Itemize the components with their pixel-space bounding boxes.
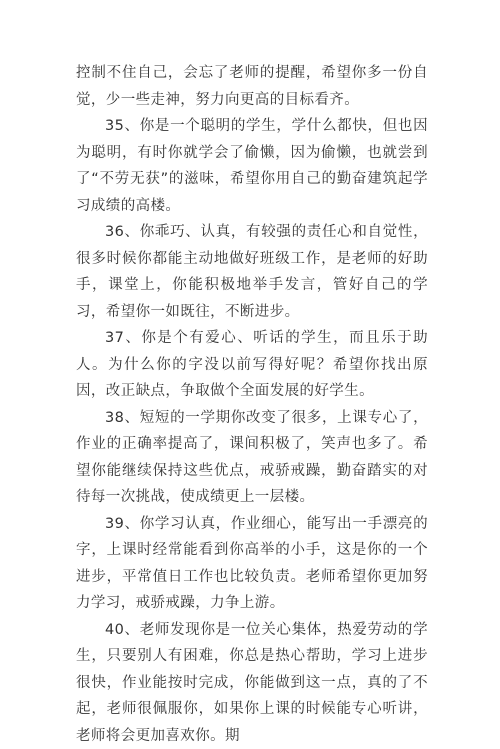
paragraph-comment-37: 37、你是个有爱心、听话的学生，而且乐于助人。为什么你的字没以前写得好呢？希望你找出原因，改正缺点，争取做个全面发展的好学生。 [76,325,428,405]
paragraph-comment-38: 38、短短的一学期你改变了很多，上课专心了，作业的正确率提高了，课间积极了，笑声也多了。希望你能继续保持这些优点，戒骄戒躁，勤奋踏实的对待每一次挑战，使成绩更上一层楼。 [76,405,428,511]
paragraph-comment-39: 39、你学习认真，作业细心，能写出一手漂亮的字，上课时经常能看到你高举的小手，这是你的一个进步，平常值日工作也比较负责。老师希望你更加努力学习，戒骄戒躁，力争上游。 [76,511,428,617]
paragraph-comment-36: 36、你乖巧、认真，有较强的责任心和自觉性，很多时候你都能主动地做好班级工作，是老师的好助手，课堂上，你能积极地举手发言，管好自己的学习，希望你一如既往，不断进步。 [76,219,428,325]
paragraph-comment-35: 35、你是一个聪明的学生，学什么都快，但也因为聪明，有时你就学会了偷懒，因为偷懒，也就尝到了“不劳无获”的滋味，希望你用自己的勤奋建筑起学习成绩的高楼。 [76,113,428,219]
paragraph-comment-40: 40、老师发现你是一位关心集体，热爱劳动的学生，只要别人有困难，你总是热心帮助，学习上进步很快，作业能按时完成，你能做到这一点，真的了不起，老师很佩服你，如果你上课的时候能专心听讲，老师将会更加喜欢你。期 [76,617,428,749]
document-body [76,60,428,749]
paragraph-continuation: 控制不住自己，会忘了老师的提醒，希望你多一份自觉，少一些走神，努力向更高的目标看齐。 [76,60,428,113]
